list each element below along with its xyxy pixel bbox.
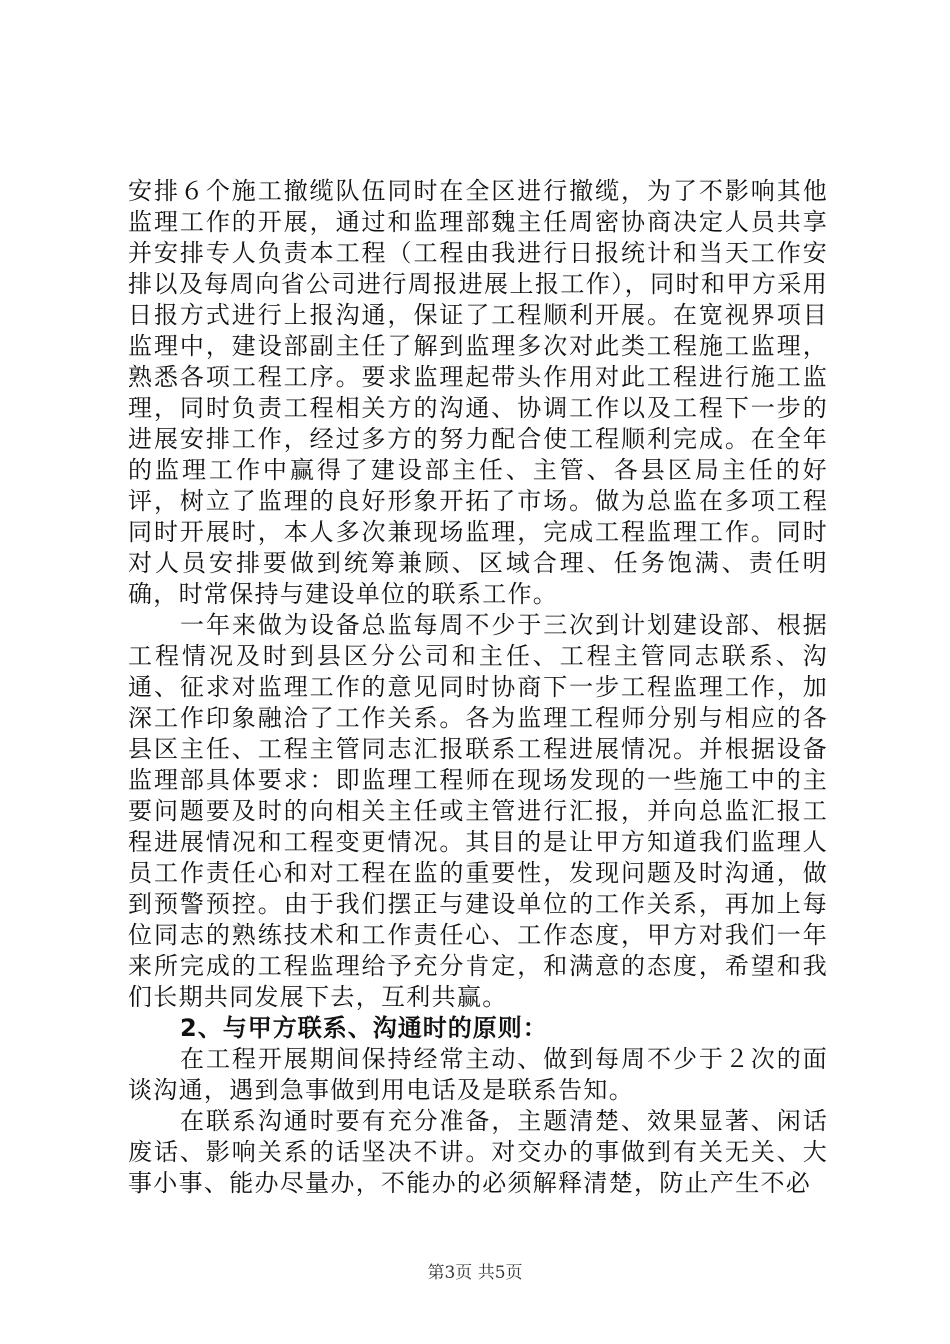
paragraph-liaison: 一年来做为设备总监每周不少于三次到计划建设部、根据工程情况及时到县区分公司和主任、工程主管同志联系、沟通、征求对监理工作的意见同时协商下一步工程监理工作，加深工作印象融洽了工作关系。各为监理工程师分别与相应的各县区主任、工程主管同志汇报联系工程进展情况。并根据设备监理部具体要求：即监理工程师在现场发现的一些施工中的主要问题要及时的向相关主任或主管进行汇报，并向总监汇报工程进展情况和工程变更情况。其目的是让甲方知道我们监理人员工作责任心和对工程在监的重要性，发现问题及时沟通，做到预警预控。由于我们摆正与建设单位的工作关系，再加上每位同志的熟练技术和工作责任心、工作态度，甲方对我们一年来所完成的工程监理给予充分肯定，和满意的态度，希望和我们长期共同发展下去，互利共赢。 <box>128 611 828 1011</box>
paragraph-communication-principles: 在联系沟通时要有充分准备，主题清楚、效果显著、闲话废话、影响关系的话坚决不讲。对交办的事做到有关无关、大事小事、能办尽量办，不能办的必须解释清楚，防止产生不必 <box>128 1107 828 1197</box>
document-body <box>128 176 828 1199</box>
paragraph-meeting-frequency: 在工程开展期间保持经常主动、做到每周不少于２次的面谈沟通，遇到急事做到用电话及是联系告知。 <box>128 1045 828 1104</box>
paragraph-continued: 安排６个施工撤缆队伍同时在全区进行撤缆，为了不影响其他监理工作的开展，通过和监理部魏主任周密协商决定人员共享并安排专人负责本工程（工程由我进行日报统计和当天工作安排以及每周向省公司进行周报进展上报工作），同时和甲方采用日报方式进行上报沟通，保证了工程顺利开展。在宽视界项目监理中，建设部副主任了解到监理多次对此类工程施工监理，熟悉各项工程工序。要求监理起带头作用对此工程进行施工监理，同时负责工程相关方的沟通、协调工作以及工程下一步的进展安排工作，经过多方的努力配合使工程顺利完成。在全年的监理工作中赢得了建设部主任、主管、各县区局主任的好评，树立了监理的良好形象开拓了市场。做为总监在多项工程同时开展时，本人多次兼现场监理，完成工程监理工作。同时对人员安排要做到统筹兼顾、区域合理、任务饱满、责任明确，时常保持与建设单位的联系工作。 <box>128 177 828 608</box>
page-number-footer: 第3页 共5页 <box>427 1263 523 1283</box>
section-heading: 2、与甲方联系、沟通时的原则： <box>180 1014 548 1042</box>
